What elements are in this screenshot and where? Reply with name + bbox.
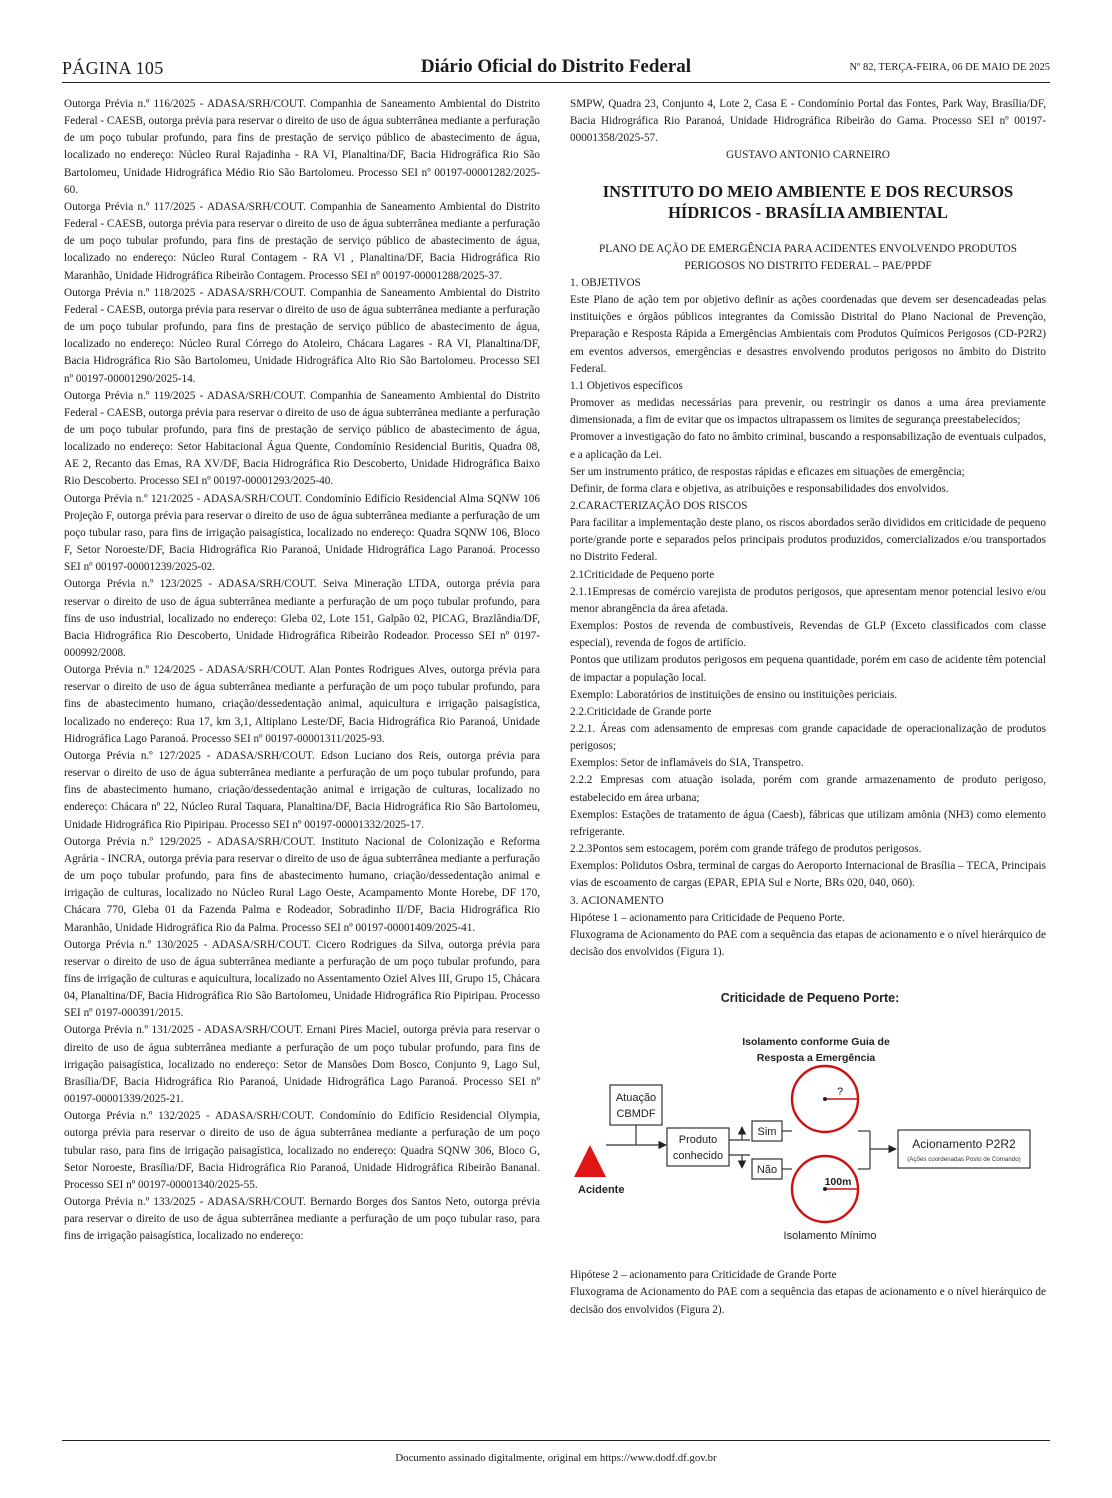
outorga-130: Outorga Prévia n.º 130/2025 - ADASA/SRH/COUT. Cicero Rodrigues da Silva, outorga prévia para reservar o direito de uso de água subterrânea mediante a perfuração de um poço tubular profundo, para fins de irrigação de culturas e aquicultura, localizado no Assentamento Oziel Alves III, Grupo 15, Chácara 04, Planaltina/DF, Bacia Hidrográfica Rio São Bartolomeu, Unidade Hidrográfica Rio Pipiripau. Processo SEI nº 0197-000391/2015. — [64, 938, 540, 1020]
isolamento-minimo-label: Isolamento Mínimo — [783, 1230, 877, 1243]
acidente-label: Acidente — [578, 1184, 625, 1197]
center-dot — [823, 1097, 827, 1101]
continuation-text: SMPW, Quadra 23, Conjunto 4, Lote 2, Casa E - Condomínio Portal das Fontes, Park Way, Brasília/DF, Bacia Hidrográfica Rio Paranoá, Unidade Hidrográfica Ribeirão do Gama. Processo SEI nº 00197-00001358/2025-57. — [570, 98, 1046, 145]
paragraph: 2.2.2 Empresas com atuação isolada, porém com grande armazenamento de produto perigoso, estabelecido em área urbana; — [570, 774, 1046, 804]
right-column — [570, 96, 1046, 1319]
paragraph: Para facilitar a implementação deste plano, os riscos abordados serão divididos em criticidade de pequeno porte/grande porte e separados pelos principais produtos produzidos, comercializados e/ou transportados no Distrito Federal. — [570, 517, 1046, 564]
edition-info: Nº 82, TERÇA-FEIRA, 06 DE MAIO DE 2025 — [849, 62, 1050, 73]
paragraph: Fluxograma de Acionamento do PAE com a sequência das etapas de acionamento e o nível hierárquico de decisão dos envolvidos (Figura 1). — [570, 928, 1046, 959]
outorga-117: Outorga Prévia n.º 117/2025 - ADASA/SRH/COUT. Companhia de Saneamento Ambiental do Distrito Federal - CAESB, outorga prévia para reservar o direito de uso de água subterrânea mediante a perfuração de um poço tubular profundo, para fins de prestação de serviço público de abastecimento de água, localizado no endereço: Núcleo Rural Contagem - RA VI , Planaltina/DF, Bacia Hidrográfica Rio Maranhão, Unidade Hidrográfica Ribeirão Contagem. Processo SEI nº 00197-00001288/2025-37. — [64, 200, 540, 282]
paragraph: Exemplos: Polidutos Osbra, terminal de cargas do Aeroporto Internacional de Brasília – TECA, Principais vias de escoamento de cargas (EPAR, EPIA Sul e Norte, BRs 020, 040, 060). — [570, 860, 1046, 890]
paragraph: Pontos que utilizam produtos perigosos em pequena quantidade, porém em caso de acidente têm potencial de impactar a população local. — [570, 654, 1046, 684]
paragraph: 2.2.3Pontos sem estocagem, porém com grande tráfego de produtos perigosos. — [570, 843, 922, 856]
paragraph: Hipótese 2 – acionamento para Criticidade de Grande Porte — [570, 1269, 837, 1282]
outorga-121: Outorga Prévia n.º 121/2025 - ADASA/SRH/COUT. Condomínio Edifício Residencial Alma SQNW 106 Projeção F, outorga prévia para reservar o direito de uso de água subterrânea mediante a perfuração de um poço tubular raso, para fins de irrigação paisagística, localizado no endereço: Quadra SQNW 106, Bloco F, Setor Noroeste/DF, Bacia Hidrográfica Rio Paranoá, Unidade Hidrográfica Lago Paranoá. Processo SEI nº 00197-00001239/2025-02. — [64, 492, 540, 574]
paragraph: Definir, de forma clara e objetiva, as atribuições e responsabilidades dos envolvidos. — [570, 482, 949, 495]
institution-heading: INSTITUTO DO MEIO AMBIENTE E DOS RECURSOS HÍDRICOS - BRASÍLIA AMBIENTAL — [602, 181, 1014, 222]
outorga-118: Outorga Prévia n.º 118/2025 - ADASA/SRH/COUT. Companhia de Saneamento Ambiental do Distrito Federal - CAESB, outorga prévia para reservar o direito de uso de água subterrânea mediante a perfuração de um poço tubular profundo, para fins de prestação de serviço público de abastecimento de água, localizado no endereço: Núcleo Rural Córrego do Atoleiro, Chácara Lagares - RA VI, Planaltina/DF, Bacia Hidrográfica Rio São Bartolomeu, Unidade Hidrográfica Alto Rio São Bartolomeu. Processo SEI nº 00197-00001290/2025-14. — [64, 286, 540, 385]
paragraph: Hipótese 1 – acionamento para Criticidade de Pequeno Porte. — [570, 911, 845, 924]
paragraph: 2.2.1. Áreas com adensamento de empresas com grande capacidade de operacionalização de produtos perigosos; — [570, 723, 1046, 753]
radius-100m-label: 100m — [824, 1176, 852, 1189]
flowchart-diagram — [570, 977, 1046, 1261]
outorga-124: Outorga Prévia n.º 124/2025 - ADASA/SRH/COUT. Alan Pontes Rodrigues Alves, outorga prévia para reservar o direito de uso de água subterrânea mediante a perfuração de um poço tubular profundo, para fins de abastecimento humano, criação/dessedentação animal, aquicultura e irrigação paisagística, localizado no endereço: Rua 17, km 3,1, Altiplano Leste/DF, Bacia Hidrográfica Rio Paranoá, Unidade Hidrográfica Lago Paranoá. Processo SEI nº 00197-00001311/2025-93. — [64, 664, 540, 745]
section-heading: 3. ACIONAMENTO — [570, 894, 664, 907]
footer-note: Documento assinado digitalmente, original em https://www.dodf.df.gov.br — [395, 1452, 717, 1464]
paragraph: Exemplo: Laboratórios de instituições de ensino ou instituições periciais. — [570, 688, 898, 701]
page-number: PÁGINA 105 — [62, 58, 164, 78]
outorga-119: Outorga Prévia n.º 119/2025 - ADASA/SRH/COUT. Companhia de Saneamento Ambiental do Distrito Federal - CAESB, outorga prévia para reservar o direito de uso de água subterrânea mediante a perfuração de um poço tubular profundo, para fins de prestação de serviço público de abastecimento de água, localizado no endereço: Setor Habitacional Água Quente, Condomínio Residencial Buritis, Quadra 08, AE 2, Recanto das Emas, RA XV/DF, Bacia Hidrográfica Rio Descoberto, Unidade Hidrográfica Baixo Rio Descoberto. Processo SEI nº 00197-00001293/2025-40. — [64, 389, 540, 488]
figure-title: Criticidade de Pequeno Porte: — [720, 991, 900, 1006]
atuacao-label: Atuação — [615, 1092, 657, 1105]
outorga-116: Outorga Prévia n.º 116/2025 - ADASA/SRH/COUT. Companhia de Saneamento Ambiental do Distrito Federal - CAESB, outorga prévia para reservar o direito de uso de água subterrânea mediante a perfuração de um poço tubular profundo, para fins de prestação de serviço público de abastecimento de água, localizado no endereço: Núcleo Rural Rajadinha - RA VI, Planaltina/DF, Bacia Hidrográfica Rio São Bartolomeu, Unidade Hidrográfica Médio Rio São Bartolomeu. Processo SEI nº 00197-00001282/2025-60. — [64, 98, 540, 196]
paragraph: Promover a investigação do fato no âmbito criminal, buscando a responsabilização de eventuais culpados, e a aplicação da Lei. — [570, 431, 1046, 461]
paragraph: Ser um instrumento prático, de respostas rápidas e eficazes em situações de emergência; — [570, 465, 965, 478]
journal-title: Diário Oficial do Distrito Federal — [420, 56, 692, 77]
paragraph: Exemplos: Estações de tratamento de água (Caesb), fábricas que utilizam amônia (NH3) como elemento refrigerante. — [570, 808, 1046, 838]
outorga-127: Outorga Prévia n.º 127/2025 - ADASA/SRH/COUT. Edson Luciano dos Reis, outorga prévia para reservar o direito de uso de água subterrânea mediante a perfuração de um poço tubular profundo, para fins de abastecimento humano, criação/dessedentação animal e irrigação de culturas, localizado no endereço: Chácara nº 22, Núcleo Rural Taquara, Planaltina/DF, Bacia Hidrográfica Rio São Bartolomeu, Unidade Hidrográfica Rio Pipiripau. Processo SEI nº 00197-00001332/2025-17. — [64, 749, 540, 831]
paragraph: Fluxograma de Acionamento do PAE com a sequência das etapas de acionamento e o nível hierárquico de decisão dos envolvidos (Figura 2). — [570, 1286, 1046, 1316]
outorga-131: Outorga Prévia n.º 131/2025 - ADASA/SRH/COUT. Ernani Pires Maciel, outorga prévia para reservar o direito de uso de água subterrânea mediante a perfuração de um poço tubular profundo, para fins de irrigação paisagística, localizado no endereço: Setor de Mansões Dom Bosco, Conjunto 9, Lago Sul, Brasília/DF, Bacia Hidrográfica Rio Paranoá, Unidade Hidrográfica Lago Paranoá. Processo SEI nº 00197-00001339/2025-21. — [64, 1024, 540, 1106]
section-heading: 2.CARACTERIZAÇÃO DOS RISCOS — [570, 499, 748, 512]
acionamento-sublabel: (Ações coordenadas Posto de Comando) — [907, 1156, 1021, 1164]
paragraph: Este Plano de ação tem por objetivo definir as ações coordenadas que devem ser desencadeadas pelas instituições e órgãos públicos integrantes da Comissão Distrital do Plano Nacional de Prevenção, Preparação e Resposta Rápida a Emergências Ambientais com Produtos Químicos Perigosos (CD-P2R2) em eventos adversos, emergências e desastres envolvendo produtos perigosos no âmbito do Distrito Federal. — [570, 294, 1046, 375]
isolation-title-line1: Isolamento conforme Guia de — [742, 1036, 890, 1049]
footer-rule — [62, 1440, 1050, 1441]
plan-title: PLANO DE AÇÃO DE EMERGÊNCIA PARA ACIDENTES ENVOLVENDO PRODUTOS PERIGOSOS NO DISTRITO FEDERAL – PAE/PPDF — [599, 242, 1017, 272]
paragraph: Exemplos: Postos de revenda de combustíveis, Revendas de GLP (Exceto classificados com classe especial), revenda de fogos de artifício. — [570, 620, 1046, 650]
sim-label: Sim — [757, 1126, 777, 1139]
outorga-132: Outorga Prévia n.º 132/2025 - ADASA/SRH/COUT. Condomínio do Edifício Residencial Olympia, outorga prévia para reservar o direito de uso de água subterrânea mediante a perfuração de um poço tubular raso, para fins de irrigação paisagística, localizado no endereço: Quadra SQNW 306, Bloco G, Setor Noroeste, Brasília/DF, Bacia Hidrográfica Rio Paranoá, Unidade Hidrográfica Ribeirão Bananal. Processo SEI nº 00197-00001340/2025-55. — [64, 1110, 540, 1191]
page-header — [62, 58, 1050, 82]
outorga-133: Outorga Prévia n.º 133/2025 - ADASA/SRH/COUT. Bernardo Borges dos Santos Neto, outorga prévia para reservar o direito de uso de água subterrânea mediante a perfuração de um poço tubular raso, para fins de irrigação paisagística, localizado no endereço: — [64, 1196, 540, 1243]
paragraph: Exemplos: Setor de inflamáveis do SIA, Transpetro. — [570, 757, 804, 770]
header-rule — [62, 82, 1050, 83]
unknown-radius-label: ? — [836, 1086, 844, 1099]
nao-label: Não — [756, 1164, 778, 1177]
acionamento-label: Acionamento P2R2 — [912, 1137, 1016, 1152]
produto-label: Produto — [678, 1134, 718, 1147]
signature: GUSTAVO ANTONIO CARNEIRO — [725, 149, 891, 162]
section-heading: 1.1 Objetivos específicos — [570, 379, 683, 392]
paragraph: Promover as medidas necessárias para prevenir, ou restringir os danos a uma área previamente dimensionada, a fim de evitar que os impactos ultrapassem os limites de segurança preestabelecidos; — [570, 397, 1046, 427]
flowchart-figure — [570, 977, 1046, 1261]
outorga-123: Outorga Prévia n.º 123/2025 - ADASA/SRH/COUT. Seiva Mineração LTDA, outorga prévia para reservar o direito de uso de água subterrânea mediante a perfuração de um poço tubular profundo, para fins de uso industrial, localizado no endereço: Gleba 02, Lote 151, Galpão 02, PICAG, Brazlândia/DF, Bacia Hidrográfica Rio Descoberto, Unidade Hidrográfica Ribeirão Rodeador. Processo SEI nº 0197-000992/2008. — [64, 578, 540, 659]
section-heading: 2.2.Criticidade de Grande porte — [570, 705, 712, 718]
cbmdf-label: CBMDF — [616, 1108, 656, 1121]
section-heading: 1. OBJETIVOS — [570, 276, 641, 289]
left-column — [64, 96, 540, 1245]
isolation-title-line2: Resposta a Emergência — [756, 1052, 876, 1065]
conhecido-label: conhecido — [672, 1150, 724, 1163]
section-heading: 2.1Criticidade de Pequeno porte — [570, 568, 715, 581]
paragraph: 2.1.1Empresas de comércio varejista de produtos perigosos, que apresentam menor potencial lesivo e/ou menor abrangência da área afetada. — [570, 585, 1046, 615]
outorga-129: Outorga Prévia n.º 129/2025 - ADASA/SRH/COUT. Instituto Nacional de Colonização e Reforma Agrária - INCRA, outorga prévia para reservar o direito de uso de água subterrânea mediante a perfuração de um poço tubular profundo, para fins de abastecimento humano, criação/dessedentação animal e irrigação de culturas, localizado no Núcleo Rural Lago Oeste, Acampamento Monte Horebe, DF 170, Chácara 770, Gleba 01 da Fazenda Palma e Rodeador, Sobradinho II/DF, Bacia Hidrográfica Rio Maranhão, Unidade Hidrográfica Rio da Palma. Processo SEI nº 00197-00001409/2025-41. — [64, 835, 540, 934]
